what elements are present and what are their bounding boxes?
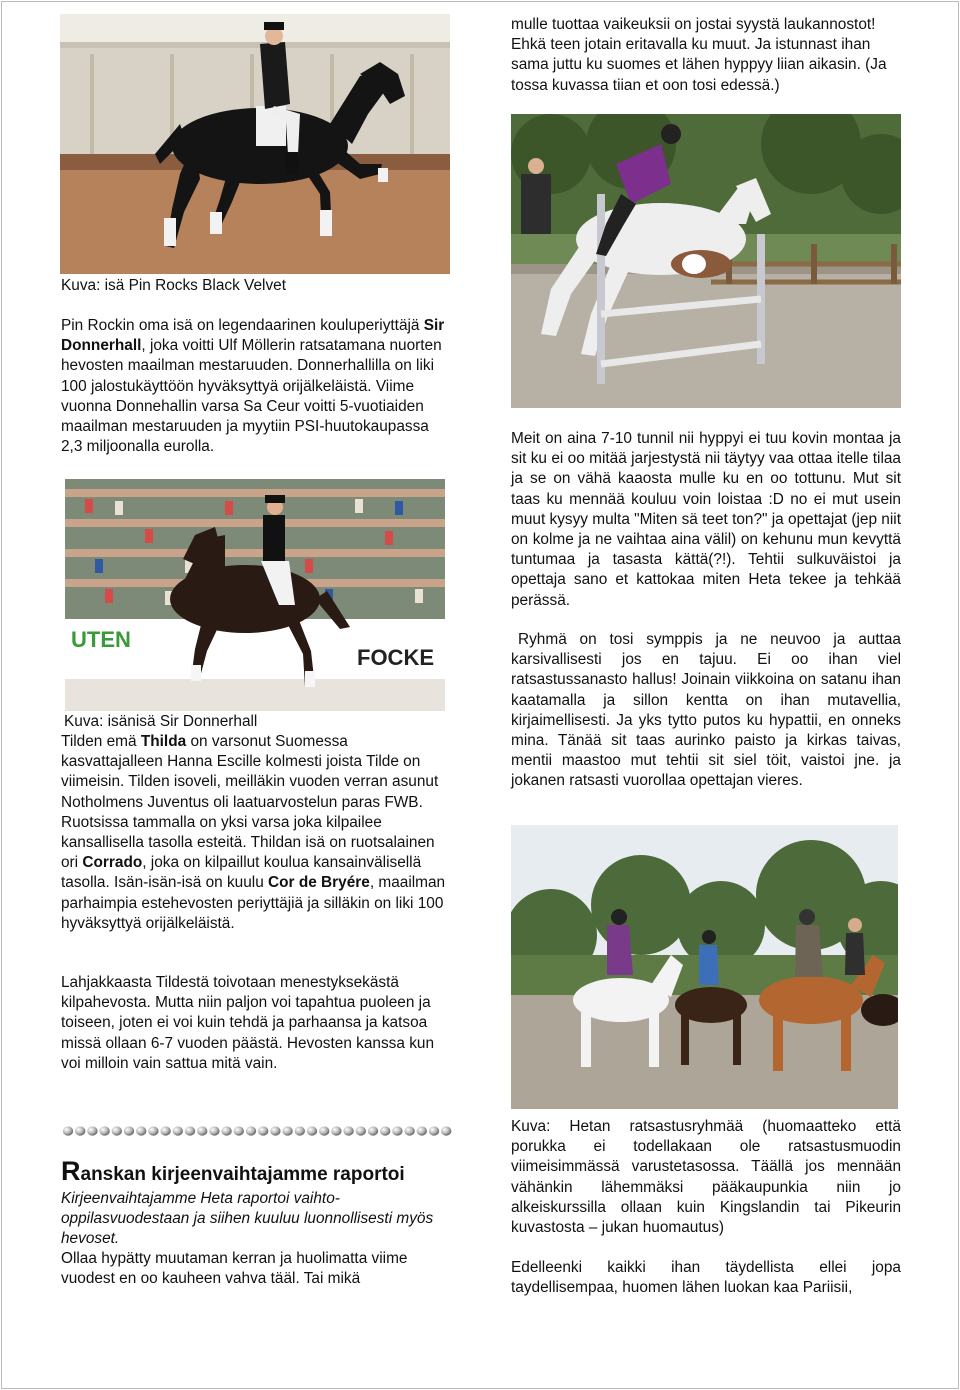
bead <box>282 1126 292 1135</box>
photo-riding-group <box>511 825 898 1109</box>
bead <box>136 1126 146 1135</box>
para-pariisi: Edelleenki kaikki ihan täydellista ellei jopa taydellisempaa, huomen lähen luokan kaa Pariisii, <box>511 1259 901 1297</box>
para-laukannostot: mulle tuottaa vaikeuksii on jostai syystä laukannostot! Ehkä teen jotain eritavalla ku muut. Ja istunnast ihan sama juttu ku suomes et lähen hyppyy liian aikasin. (Ja tossa kuvassa tiian et oon tosi edessä.) <box>511 16 887 94</box>
para-ryhma: Ryhmä on tosi symppis ja ne neuvoo ja auttaa karsivallisesti jos en tajuu. Ei oo ihan viel ratsastussanasto hallus! Joinain viikkoina on satanu ihan kaatamalla ja sillon kentta on ihan mutavellia, kirjaimellisesti. Ja yks tytto putos ku hypattii, en onneks mina. Tänää sit taas aurinko paisto ja kirkas taivas, mentii maastoo mut tehtii sit siel töit, vaistoi jne. ja jokanen ratsasti vuorollaa opettajan vieres. <box>511 631 901 790</box>
caption-black-velvet: Kuva: isä Pin Rocks Black Velvet <box>61 277 286 294</box>
banner-text-right: FOCKE <box>357 645 434 670</box>
bead <box>112 1126 122 1135</box>
bead <box>160 1126 170 1135</box>
bead <box>99 1126 109 1135</box>
para-tunnit: Meit on aina 7-10 tunnil nii hyppyi ei tuu kovin montaa ja sit ku ei oo mitää jarjestystä nii täytyy vaa ottaa itelle tilaa ja se on vähä kaaosta mulle ku en oo tottunu. Mut sit taas ku mennää kouluu voin loistaa :D no ei mut usein muut kysyy multa "Miten sä teet ton?" ja opettajat (jep niit on kolme ja ne vaihtaa aina välil) on kehunu mun kevyttä tuntumaa ja tasasta kättä(?!). Tehtii sulkuväistoi ja opettaja sano et kattokaa miten Heta tekee ja tehkää perässä. <box>511 430 901 609</box>
bead <box>234 1126 244 1135</box>
para-hypatty: Ollaa hypätty muutaman kerran ja huolimatta viime vuodest en oo kauheen vahva tääl. Tai mikä <box>61 1250 408 1288</box>
name-corrado: Corrado <box>82 854 143 872</box>
para1-text-c: , joka voitti Ulf Möllerin ratsatamana nuorten hevosten maailman mestaruuden. Donnerhallilla on liki 100 jalostukäyttöön hyväksyttyä orijälkeläistä. Viime vuonna Donnehallin varsa Sa Ceur voitti 5-vuotiaiden maailman mestaruuden ja myytiin PSI-huutokaupassa 2,3 miljoonalla eurolla. <box>61 337 442 456</box>
banner-text-left: UTEN <box>71 627 131 652</box>
bead <box>331 1126 341 1135</box>
bead <box>295 1126 305 1135</box>
bead <box>185 1126 195 1135</box>
para-future: Lahjakkaasta Tildestä toivotaan menestyksekästä kilpahevosta. Mutta niin paljon voi tapahtua puoleen ja toiseen, joten ei voi kuin tehdä ja parhaansa ja katsoa missä ollaan 6-7 vuoden päästä. Hevosten kanssa kun voi milloin vain sattua mitä vain. <box>61 974 435 1072</box>
bead <box>380 1126 390 1135</box>
para2-text-a: Tilden emä <box>61 733 141 750</box>
name-thilda: Thilda <box>140 733 187 750</box>
caption-sir-donnerhall: Kuva: isänisä Sir Donnerhall <box>64 713 258 730</box>
para2-text-g: , maailman parhaimpia estehevosten periyttäjiä ja silläkin on liki 100 hyväksyttyä orijälkeläistä. <box>61 874 446 932</box>
para-thilda <box>61 732 451 934</box>
caption-riding-group: Kuva: Hetan ratsastusryhmää (huomaatteko että porukka ei todellakaan ole ratsastusmuodin viimeisimmässä varustetasossa. Täällä jos mennään vähänkin lähemmäksi pääkaupunkia niin jo alkeiskurssilla ollaan kuin Kingslandin tai Pikeurin kuvastosta – jukan huomautus) <box>511 1118 901 1237</box>
bead <box>75 1126 85 1135</box>
bead <box>197 1126 207 1135</box>
bead <box>270 1126 280 1135</box>
bead <box>368 1126 378 1135</box>
bead <box>221 1126 231 1135</box>
bead <box>307 1126 317 1135</box>
section-heading <box>61 1158 405 1188</box>
bead-divider <box>62 1124 454 1138</box>
bead <box>404 1126 414 1135</box>
bead <box>63 1126 73 1135</box>
bead <box>319 1126 329 1135</box>
bead <box>209 1126 219 1135</box>
para2-text-e: , joka on kilpaillut koulua kansainvälisellä tasolla. Isän-isän-isä on kuulu <box>61 854 422 892</box>
bead <box>246 1126 256 1135</box>
bead <box>173 1126 183 1135</box>
bead <box>124 1126 134 1135</box>
photo-sir-donnerhall <box>65 479 445 711</box>
bead <box>258 1126 268 1135</box>
bead <box>148 1126 158 1135</box>
photo-jumping <box>511 114 901 408</box>
heading-initial: R <box>61 1156 81 1186</box>
photo-black-velvet <box>60 14 450 274</box>
bead <box>429 1126 439 1135</box>
bead <box>392 1126 402 1135</box>
para2-text-c: on varsonut Suomessa kasvattajalleen Hanna Escille kolmesti joista Tilde on viimeisin. Tilden isoveli, meilläkin vuoden verran asunut Notholmens Juventus oli laatuarvostelun paras FWB. Ruotsissa tammalla on yksi varsa joka kilpailee kansallisella tasolla esteitä. Thildan isä on ruotsalainen ori <box>61 733 439 872</box>
bead <box>87 1126 97 1135</box>
name-cor-de-bryere: Cor de Bryére <box>268 874 370 892</box>
para1-text-a: Pin Rockin oma isä on legendaarinen kouluperiyttäjä <box>61 317 424 334</box>
heading-rest: anskan kirjeenvaihtajamme raportoi <box>80 1164 405 1185</box>
bead <box>441 1126 451 1135</box>
para-donnerhall-intro <box>61 316 451 457</box>
bead <box>343 1126 353 1135</box>
bead <box>356 1126 366 1135</box>
name-sir-donnerhall: Sir Donnerhall <box>61 317 445 355</box>
intro-text: Kirjeenvaihtajamme Heta raportoi vaihto-oppilasvuodestaan ja siihen kuuluu luonnollisesti myös hevoset. <box>61 1190 434 1248</box>
bead <box>417 1126 427 1135</box>
